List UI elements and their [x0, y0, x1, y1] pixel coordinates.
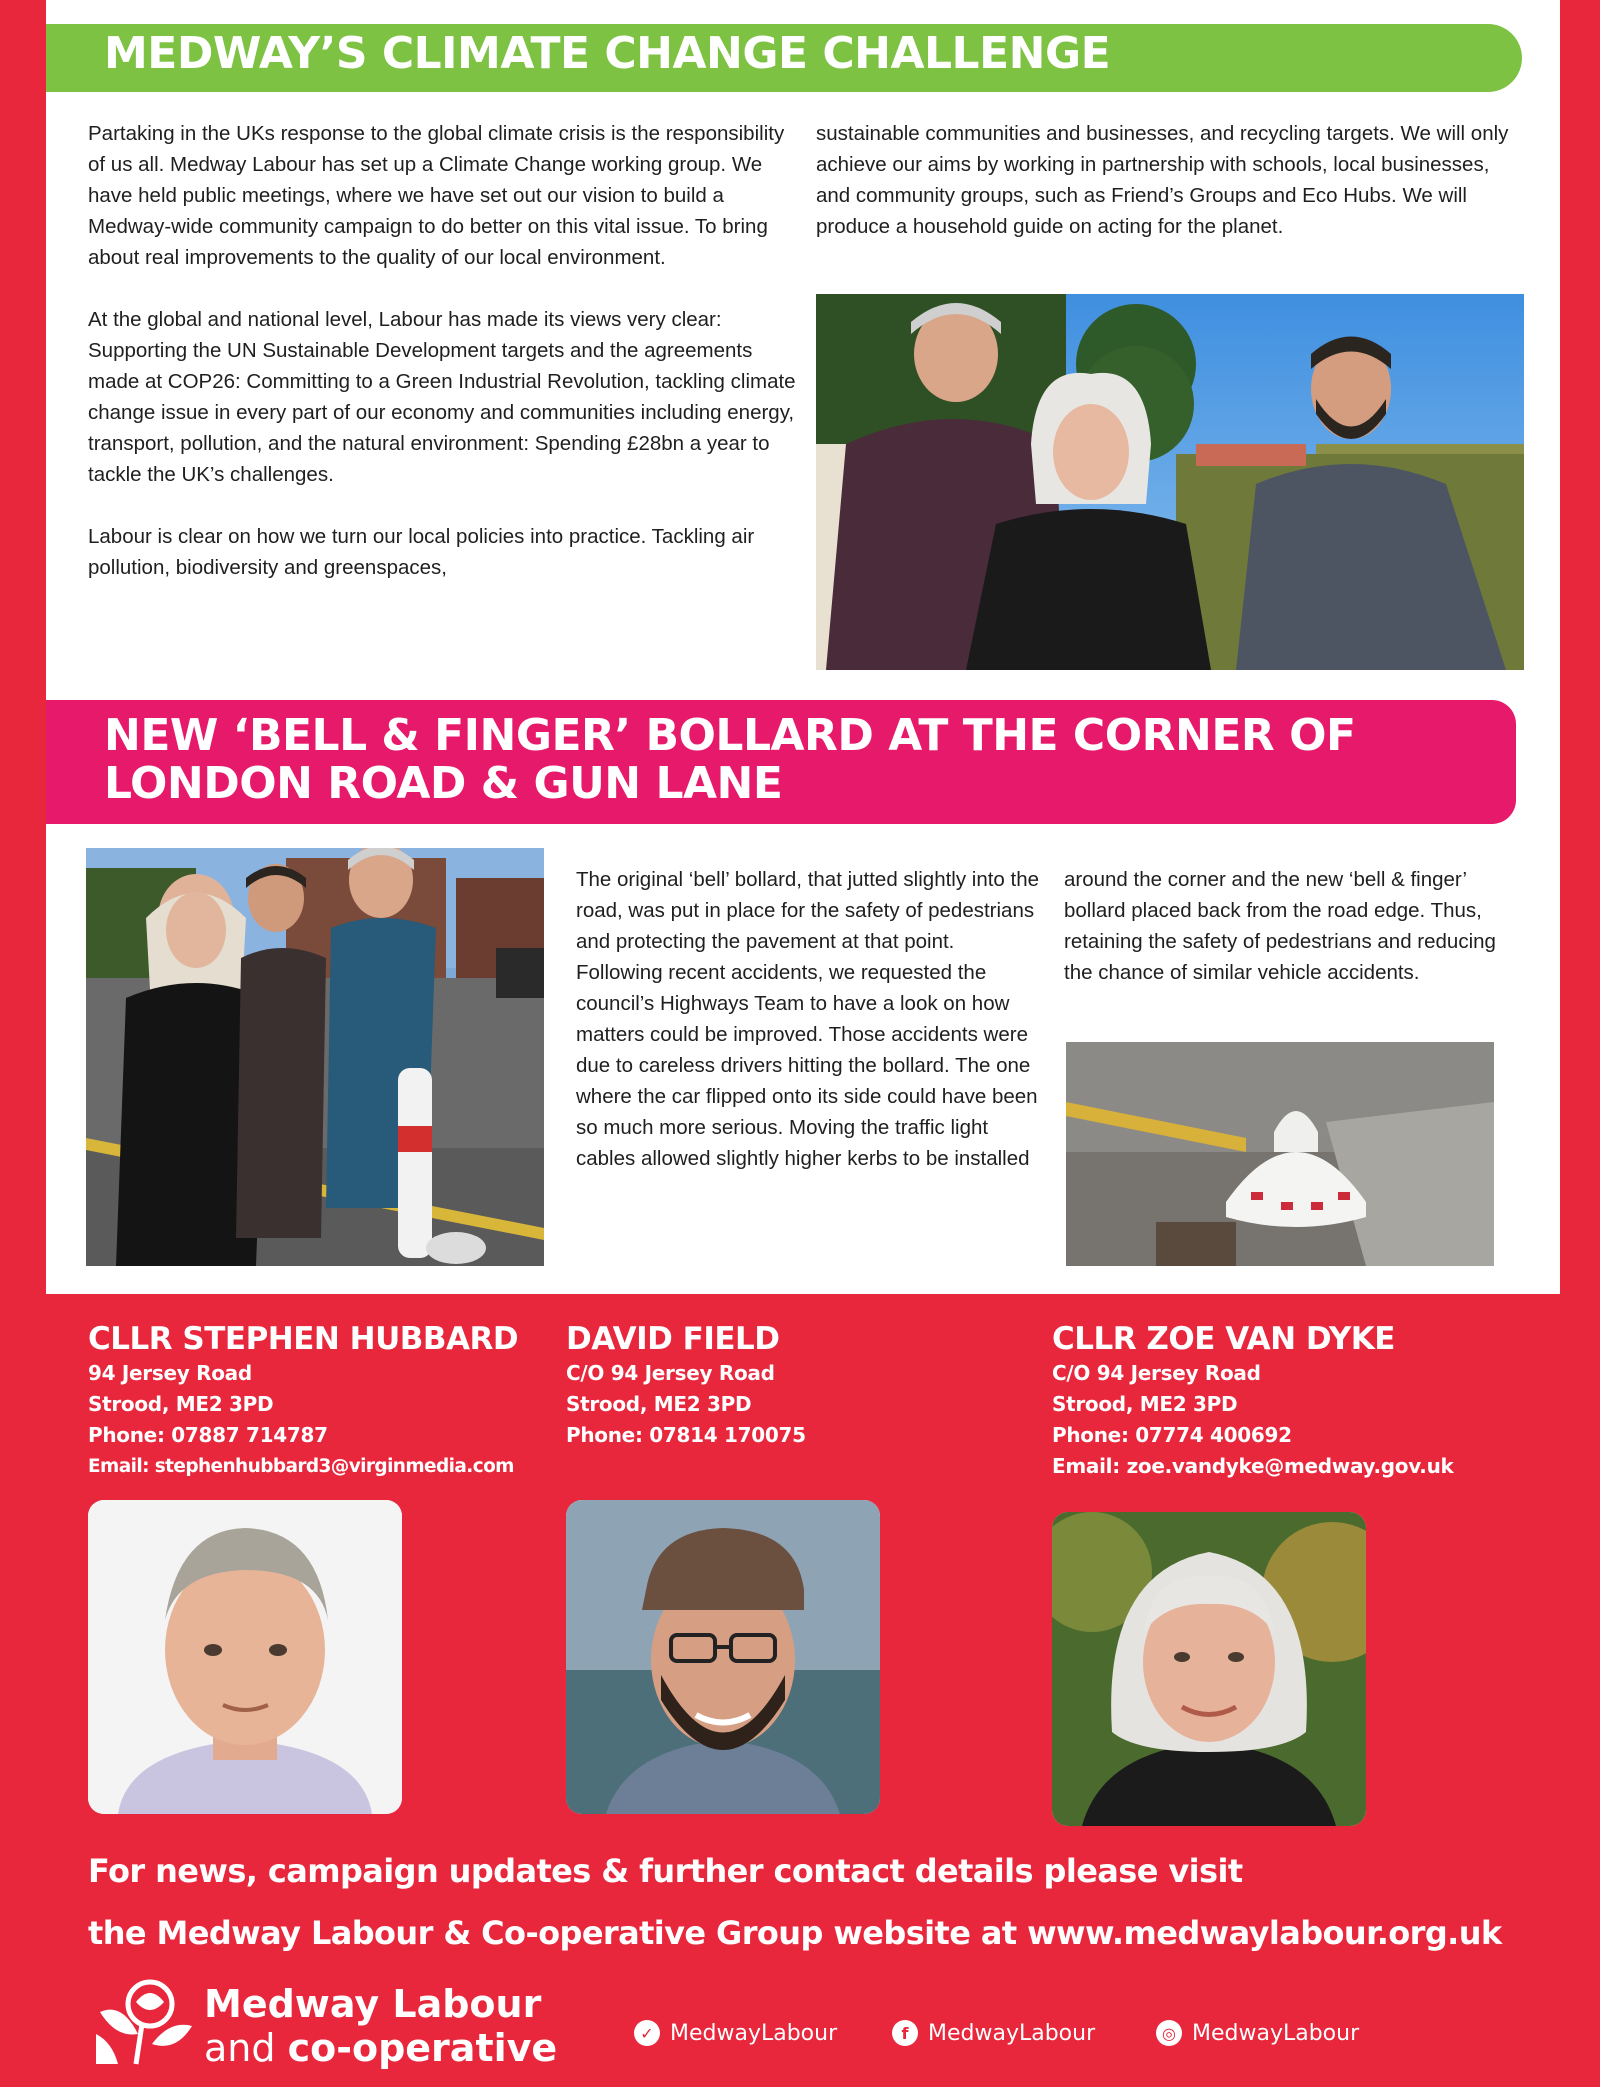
contact-address-2: Strood, ME2 3PD [566, 1392, 752, 1416]
medway-labour-logo[interactable] [92, 1972, 562, 2072]
bollard-col-2 [1064, 864, 1512, 988]
climate-heading-text: MEDWAY’S CLIMATE CHANGE CHALLENGE [104, 28, 1111, 79]
contact-name: DAVID FIELD [566, 1321, 780, 1357]
footer-line-2[interactable]: the Medway Labour & Co-operative Group website at www.medwaylabour.org.uk [88, 1914, 1502, 1952]
instagram-icon: ◎ [1156, 2020, 1182, 2046]
climate-paragraph-4: sustainable communities and businesses, and recycling targets. We will only achieve our aims by working in partnership with schools, local businesses, and community groups, such as Friend’s Groups and Eco Hubs. We will produce a household guide on acting for the planet. [816, 122, 1509, 238]
climate-paragraph-1: Partaking in the UKs response to the global climate crisis is the responsibility of us all. Medway Labour has set up a Climate Change working group. We have held public meetings, where we have set out our vision to build a Medway-wide community campaign to do better on this vital issue. To bring about real improvements to the quality of our local environment. [88, 122, 785, 269]
headshot-hubbard [88, 1500, 402, 1814]
climate-heading [46, 24, 1522, 92]
bollard-photo [1066, 1042, 1494, 1266]
logo-line-1: Medway Labour [204, 1982, 542, 2026]
contact-address-2: Strood, ME2 3PD [88, 1392, 274, 1416]
social-handle: MedwayLabour [928, 2020, 1096, 2046]
contact-email[interactable]: Email: zoe.vandyke@medway.gov.uk [1052, 1454, 1454, 1478]
contact-phone: Phone: 07887 714787 [88, 1423, 328, 1447]
bollard-heading-line-2: LONDON ROAD & GUN LANE [104, 757, 783, 809]
headshot-van-dyke [1052, 1512, 1366, 1826]
climate-group-photo [816, 294, 1524, 670]
logo-wordmark [204, 1982, 557, 2070]
contact-address-1: C/O 94 Jersey Road [566, 1361, 775, 1385]
rose-icon [92, 1972, 196, 2070]
twitter-icon: ✓ [634, 2020, 660, 2046]
contact-address-2: Strood, ME2 3PD [1052, 1392, 1238, 1416]
bollard-col-1 [576, 864, 1044, 1174]
logo-line-2 [204, 2026, 557, 2070]
bollard-paragraph-1: The original ‘bell’ bollard, that jutted slightly into the road, was put in place for the safety of pedestrians and protecting the pavement at that point. Following recent accidents, we requested the council’s Highways Team to have a look on how matters could be improved. Those accidents were due to careless drivers hitting the bollard. The one where the car flipped onto its side could have been so much more serious. Moving the traffic light cables allowed slightly higher kerbs to be installed [576, 868, 1040, 1170]
contact-name: CLLR ZOE VAN DYKE [1052, 1321, 1395, 1357]
contact-field [566, 1320, 806, 1451]
social-facebook[interactable] [892, 2020, 1095, 2046]
climate-paragraph-3: Labour is clear on how we turn our local policies into practice. Tackling air pollution, biodiversity and greenspaces, [88, 525, 755, 579]
climate-col-1 [88, 118, 798, 583]
contact-van-dyke [1052, 1320, 1454, 1482]
headshot-field [566, 1500, 880, 1814]
contact-phone: Phone: 07774 400692 [1052, 1423, 1292, 1447]
contact-name: CLLR STEPHEN HUBBARD [88, 1321, 519, 1357]
logo-line-2-emphasis: co-operative [287, 2026, 558, 2070]
climate-col-2 [816, 118, 1510, 242]
bollard-heading-line-1: NEW ‘BELL & FINGER’ BOLLARD AT THE CORNER OF [104, 710, 1356, 761]
contact-address-1: 94 Jersey Road [88, 1361, 252, 1385]
social-handle: MedwayLabour [670, 2020, 838, 2046]
footer-line-1: For news, campaign updates & further contact details please visit [88, 1852, 1243, 1890]
contact-address-1: C/O 94 Jersey Road [1052, 1361, 1261, 1385]
contact-phone: Phone: 07814 170075 [566, 1423, 806, 1447]
social-handle: MedwayLabour [1192, 2020, 1360, 2046]
contact-email[interactable]: Email: stephenhubbard3@virginmedia.com [88, 1456, 514, 1477]
bollard-group-photo [86, 848, 544, 1266]
bollard-paragraph-2: around the corner and the new ‘bell & finger’ bollard placed back from the road edge. Thus, retaining the safety of pedestrians and reducing the chance of similar vehicle accidents. [1064, 868, 1496, 984]
contact-hubbard [88, 1320, 518, 1482]
social-twitter[interactable] [634, 2020, 837, 2046]
climate-paragraph-2: At the global and national level, Labour has made its views very clear: Supporting the UN Sustainable Development targets and the agreements made at COP26: Committing to a Green Industrial Revolution, tackling climate change issue in every part of our economy and communities including energy, transport, pollution, and the natural environment: Spending £28bn a year to tackle the UK’s challenges. [88, 308, 796, 486]
logo-line-2-prefix: and [204, 2026, 288, 2070]
social-instagram[interactable] [1156, 2020, 1359, 2046]
facebook-icon: f [892, 2020, 918, 2046]
bollard-heading [46, 700, 1516, 824]
